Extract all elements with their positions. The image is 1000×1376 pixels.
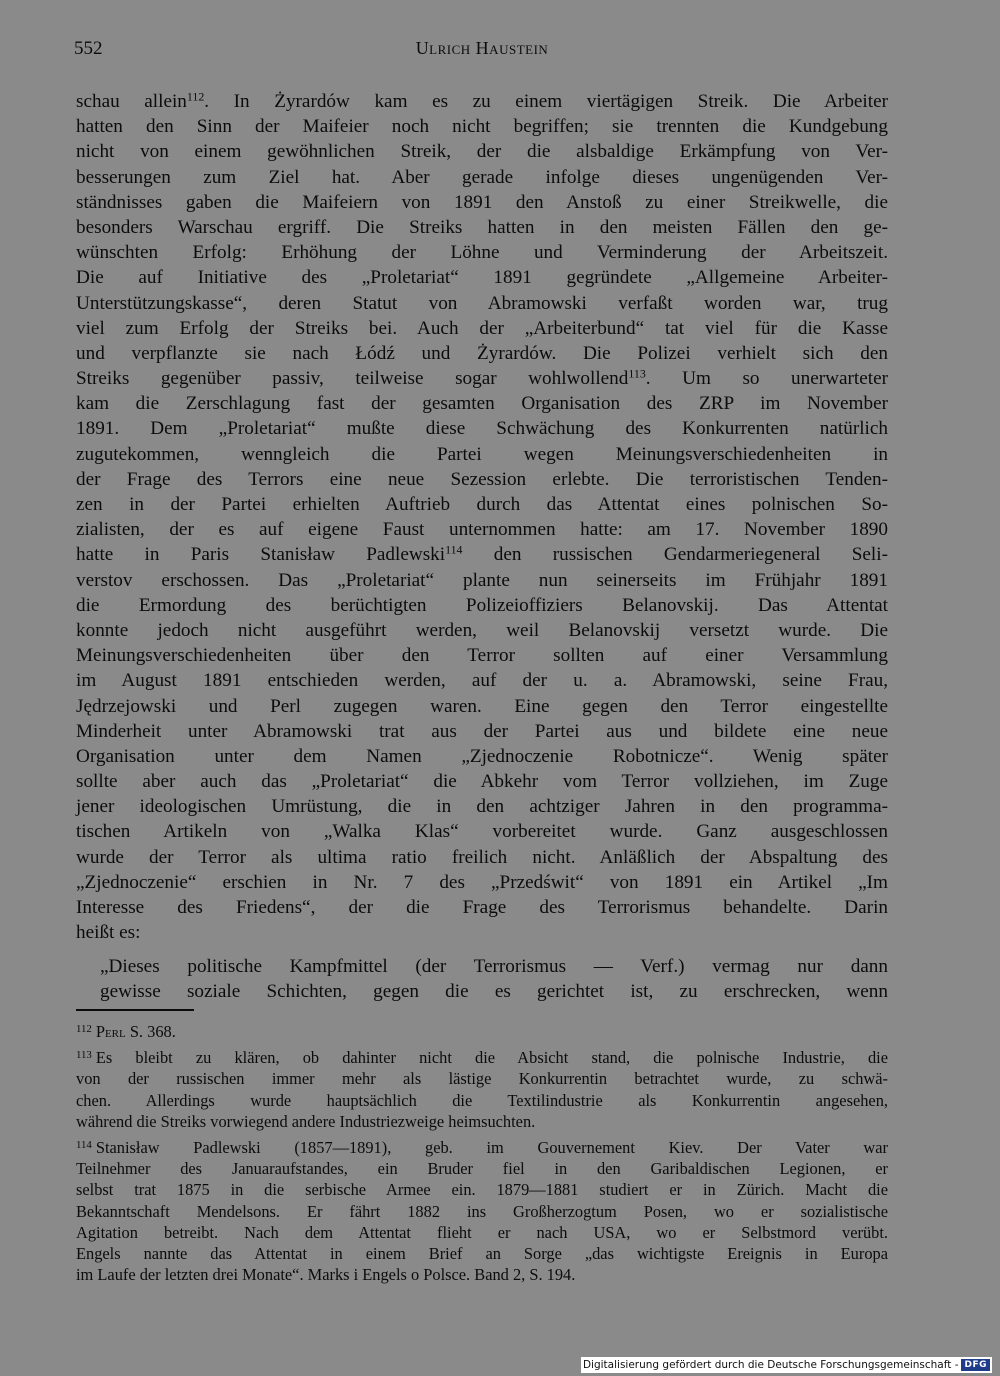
body-line [76,190,888,215]
body-text-segment: der Frage des Terrors eine neue Sezession erlebte. Die terroristischen Tenden- [76,468,888,490]
footnote-text: Engels nannte das Attentat in einem Brief an Sorge „das wichtigste Ereignis in Europa [76,1243,888,1263]
body-text-segment: besonders Warschau ergriff. Die Streiks hatten in den meisten Fällen den ge- [76,216,888,238]
footnote-text: Stanisław Padlewski (1857—1891), geb. im Gouvernement Kiev. Der Vater war [95,1137,888,1157]
body-text-segment: 1891. Dem „Proletariat“ mußte diese Schwächung des Konkurrenten natürlich [76,418,888,440]
body-line [76,114,888,139]
body-text [76,89,888,945]
body-line [76,794,888,819]
body-line [76,391,888,416]
footnotes [76,1021,888,1290]
body-text-segment: tischen Artikeln von „Walka Klas“ vorbereitet wurde. Ganz ausgeschlossen [76,821,888,843]
footnote-line [76,1111,888,1132]
body-line [76,416,888,441]
body-line [76,895,888,920]
body-line [76,694,888,719]
footnote-reference: 113 [628,366,646,381]
body-line [76,845,888,870]
body-text-segment: heißt es: [76,922,141,944]
footnote-text: Es bleibt zu klären, ob dahinter nicht die Absicht stand, die polnische Industrie, die [95,1048,888,1068]
body-line [76,719,888,744]
body-text-segment: wünschten Erfolg: Erhöhung der Löhne und Verminderung der Arbeitszeit. [76,242,888,264]
body-text-segment: „Zjednoczenie“ erschien in Nr. 7 des „Przedświt“ von 1891 ein Artikel „Im [76,871,888,893]
body-text-segment: hatten den Sinn der Maifeier noch nicht begriffen; sie trennten die Kundgebung [76,116,888,138]
footnote-112 [76,1021,888,1042]
block-quote [100,954,888,1004]
body-line [76,265,888,290]
body-text-segment: zugutekommen, wenngleich die Partei wegen Meinungsverschiedenheiten in [76,443,888,465]
body-line [76,668,888,693]
footnote-text: Agitation betreibt. Nach dem Attentat flieht er nach USA, wo er Selbstmord verübt. [76,1222,888,1242]
body-text-segment: verstov erschossen. Das „Proletariat“ plante nun seinerseits im Frühjahr 1891 [76,569,888,591]
body-line [76,341,888,366]
body-line [76,542,888,567]
footnote-text: Teilnehmer des Januaraufstandes, ein Bruder fiel in den Garibaldischen Legionen, er [76,1159,888,1179]
footnote-line [76,1158,888,1179]
footnote-line [76,1179,888,1200]
quote-line: „Dieses politische Kampfmittel (der Terrorismus — Verf.) vermag nur dann [100,956,888,977]
body-line [76,593,888,618]
body-text-segment: Die auf Initiative des „Proletariat“ 1891 gegründete „Allgemeine Arbeiter- [76,267,888,289]
body-text-segment: konnte jedoch nicht ausgeführt werden, weil Belanovskij versetzt wurde. Die [76,619,888,641]
footnote-line [76,1068,888,1089]
dfg-logo: DFG [961,1359,990,1371]
body-line [76,618,888,643]
body-text-segment: zen in der Partei erhielten Auftrieb durch das Attentat eines polnischen So- [76,494,888,515]
body-line [76,240,888,265]
body-line [76,517,888,542]
body-text-segment: Meinungsverschiedenheiten über den Terror sollten auf einer Versammlung [76,645,888,667]
footnote-text: im Laufe der letzten drei Monate“. Marks i Engels o Polsce. Band 2, S. 194. [76,1265,576,1285]
footnote-113 [76,1047,888,1132]
body-line [76,769,888,794]
digitization-credit [581,1357,992,1373]
body-line [76,442,888,467]
body-text-segment: ständnisses gaben die Maifeiern von 1891 den Anstoß zu einer Streikwelle, die [76,191,888,213]
footnote-line [76,1201,888,1222]
running-head: Ulrich Haustein [415,38,549,58]
page-header [74,38,890,66]
body-line [76,316,888,341]
body-line [76,89,888,114]
body-line [76,870,888,895]
footnote-separator [76,1009,194,1011]
footnote-number: 114 [76,1139,92,1152]
body-text-segment: im August 1891 entschieden werden, auf der u. a. Abramowski, seine Frau, [76,670,888,692]
footnote-line [76,1090,888,1111]
footnote-reference: 112 [186,89,205,104]
body-line [76,291,888,316]
body-text-segment: jener ideologischen Umrüstung, die in den achtziger Jahren in den programma- [76,796,888,818]
body-text-segment: wurde der Terror als ultima ratio freilich nicht. Anläßlich der Abspaltung des [76,846,888,868]
body-line [76,643,888,668]
body-text-segment: Minderheit unter Abramowski trat aus der Partei aus und bildete eine neue [76,720,888,742]
body-line [76,819,888,844]
body-line [76,920,888,945]
body-text-segment: kam die Zerschlagung fast der gesamten Organisation des ZRP im November [76,393,888,415]
credit-text: Digitalisierung gefördert durch die Deutsche Forschungsgemeinschaft - [582,1359,959,1371]
body-line [76,165,888,190]
footnote-text: Bekanntschaft Mendelsons. Er fährt 1882 ins Großherzogtum Posen, wo er sozialistische [76,1201,888,1221]
body-text-segment: Unterstützungskasse“, deren Statut von Abramowski verfaßt worden war, trug [76,292,888,314]
body-text-segment: Organisation unter dem Namen „Zjednoczenie Robotnicze“. Wenig später [76,745,888,767]
footnote-number: 112 [76,1023,92,1036]
footnote-line [76,1047,888,1068]
footnote-line [76,1021,888,1042]
body-text-segment: zialisten, der es auf eigene Faust unternommen hatte: am 17. November 1890 [76,519,888,541]
body-text-segment: . Um so unerwarteter [645,368,888,390]
body-text-segment: Jędrzejowski und Perl zugegen waren. Eine gegen den Terror eingestellte [76,695,888,717]
body-text-segment: Streiks gegenüber passiv, teilweise sogar wohlwollend [76,368,629,390]
body-text-segment: hatte in Paris Stanisław Padlewski [76,544,446,566]
body-line [76,139,888,164]
body-line [76,467,888,492]
footnote-text: selbst trat 1875 in die serbische Armee ein. 1879—1881 studiert er in Zürich. Macht die [76,1180,888,1200]
footnote-text: Perl S. 368. [95,1022,176,1041]
body-text-segment: viel zum Erfolg der Streiks bei. Auch der „Arbeiterbund“ tat viel für die Kasse [76,317,888,339]
body-text-segment: . In Żyrardów kam es zu einem viertägigen Streik. Die Arbeiter [204,91,888,112]
footnote-114 [76,1137,888,1285]
body-text-segment: und verpflanzte sie nach Łódź und Żyrardów. Die Polizei verhielt sich den [76,342,888,364]
footnote-line [76,1243,888,1264]
footnote-text: chen. Allerdings wurde hauptsächlich die Textilindustrie als Konkurrentin angesehen, [76,1090,888,1110]
footnote-reference: 114 [445,542,463,557]
footnote-line [76,1222,888,1243]
page-number: 552 [74,38,103,59]
body-line [76,366,888,391]
body-text-segment: die Ermordung des berüchtigten Polizeioffiziers Belanovskij. Das Attentat [76,594,888,616]
body-text-segment: schau allein [76,91,187,112]
body-text-segment: den russischen Gendarmeriegeneral Seli- [462,544,888,566]
footnote-line [76,1137,888,1158]
footnote-number: 113 [76,1049,92,1062]
body-text-segment: besserungen zum Ziel hat. Aber gerade infolge dieses ungenügenden Ver- [76,166,888,188]
footnote-text: von der russischen immer mehr als lästige Konkurrentin betrachtet wurde, zu schwä- [76,1069,888,1089]
body-text-segment: Interesse des Friedens“, der die Frage des Terrorismus behandelte. Darin [76,897,888,918]
body-text-segment: sollte aber auch das „Proletariat“ die Abkehr vom Terror vollziehen, im Zuge [76,771,888,793]
footnote-text: während die Streiks vorwiegend andere Industriezweige heimsuchten. [76,1111,536,1131]
body-line [76,215,888,240]
body-text-segment: nicht von einem gewöhnlichen Streik, der die alsbaldige Erkämpfung von Ver- [76,141,888,163]
body-line [76,568,888,593]
body-line [76,492,888,517]
footnote-line [76,1264,888,1285]
quote-line: gewisse soziale Schichten, gegen die es gerichtet ist, zu erschrecken, wenn [100,981,888,1003]
body-line [76,744,888,769]
